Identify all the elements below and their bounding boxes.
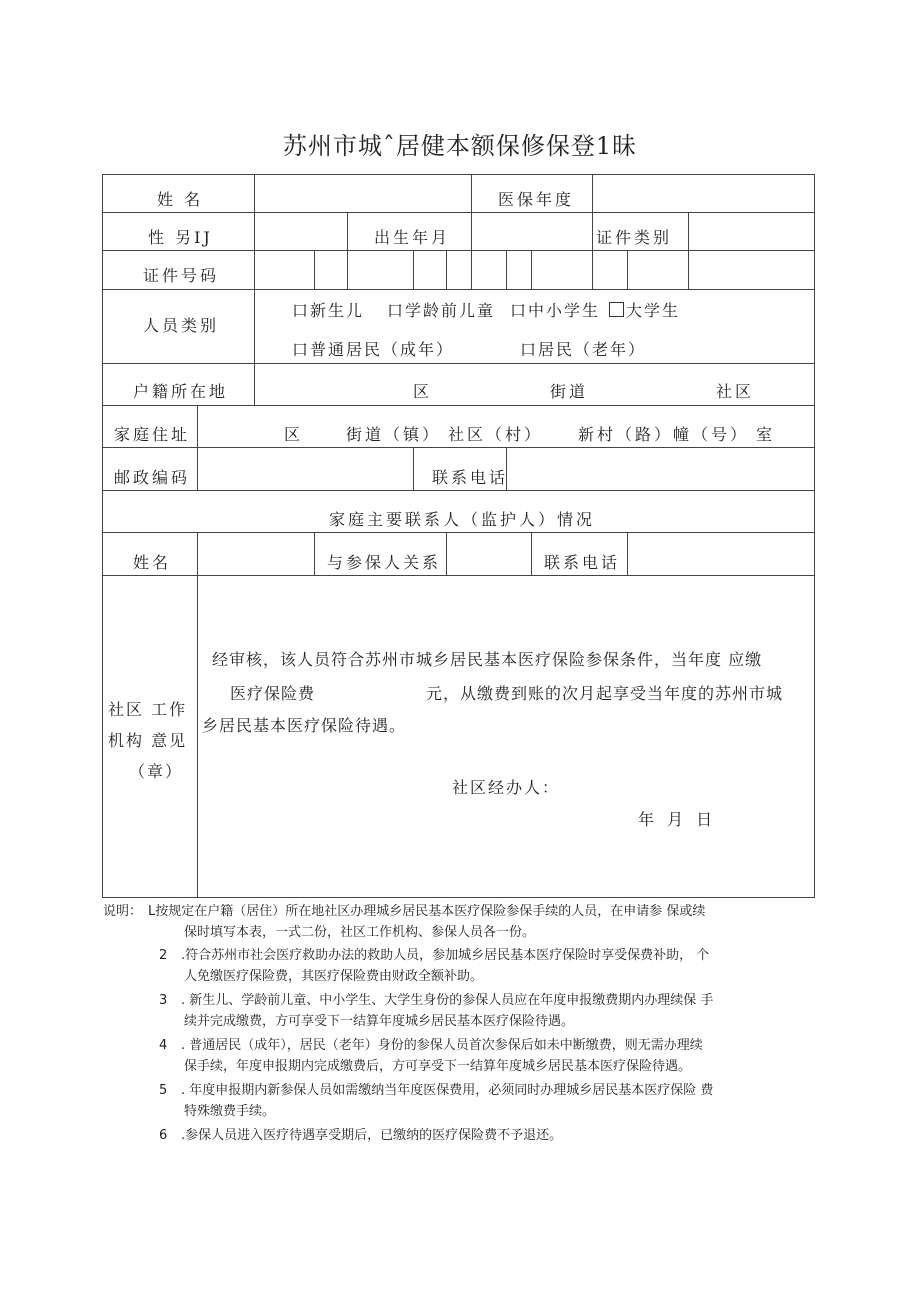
postcode-input[interactable] — [198, 448, 412, 489]
contact-name-label: 姓名 — [133, 553, 172, 572]
opinion-fee-label: 医疗保险费 — [230, 684, 316, 703]
id-number-input[interactable] — [255, 251, 813, 288]
note-3-line-1: . 新生儿、学龄前儿童、中小学生、大学生身份的参保人员应在年度申报缴费期内办理续保 手 — [181, 993, 714, 1008]
note-5-line-1: . 年度申报期内新参保人员如需缴纳当年度医保费用，必须同时办理城乡居民基本医疗保险 费 — [181, 1083, 714, 1098]
hukou-community-label: 社区 — [716, 382, 755, 401]
birth-date-input[interactable] — [472, 213, 591, 249]
gender-label: 性 另IJ — [148, 228, 213, 247]
note-6-line-1: .参保人员进入医疗待遇享受期后，已缴纳的医疗保险费不予退还。 — [181, 1128, 563, 1143]
note-2-line-2: 人免缴医疗保险费，其医疗保险费由财政全额补助。 — [184, 969, 484, 984]
insurance-year-input[interactable] — [593, 175, 813, 211]
contact-name-input[interactable] — [198, 533, 313, 574]
note-4-line-1: . 普通居民（成年），居民（老年）身份的参保人员首次参保后如未中断缴费，则无需办理续 — [181, 1038, 703, 1053]
id-type-input[interactable] — [689, 213, 813, 249]
gender-input[interactable] — [255, 213, 346, 249]
note-4-line-2: 保手续，年度申报期内完成缴费后，方可享受下一结算年度城乡居民基本医疗保险待遇。 — [184, 1059, 692, 1074]
relation-label: 与参保人关系 — [327, 553, 442, 572]
hukou-district-label: 区 — [413, 382, 433, 401]
note-3-line-2: 续并完成缴费，方可享受下一结算年度城乡居民基本医疗保险待遇。 — [184, 1014, 575, 1029]
address-district-label: 区 — [284, 425, 304, 444]
hukou-street-label: 街道 — [550, 382, 589, 401]
address-village-label: 新村（路）幢（号） — [578, 425, 750, 444]
category-elderly-option[interactable]: 口居民（老年） — [520, 340, 647, 359]
category-adult-option[interactable]: 口普通居民（成年） — [292, 340, 455, 359]
opinion-label-line-2: 机构 意见 — [108, 731, 188, 750]
phone-input[interactable] — [507, 448, 813, 489]
category-student-option[interactable]: 口中小学生 — [510, 301, 601, 320]
address-community-label: 社区（村） — [448, 425, 544, 444]
opinion-text-line-1: 经审核，该人员符合苏州市城乡居民基本医疗保险参保条件，当年度 应缴 — [212, 650, 763, 669]
contact-phone-label: 联系电话 — [544, 553, 621, 572]
notes-prefix: 说明： — [103, 904, 143, 919]
note-2-number: 2 — [159, 948, 168, 963]
relation-input[interactable] — [447, 533, 530, 574]
opinion-label-line-1: 社区 工作 — [108, 700, 188, 719]
address-label: 家庭住址 — [114, 425, 191, 444]
address-street-label: 街道（镇） — [346, 425, 442, 444]
insurance-year-label: 医保年度 — [498, 190, 575, 209]
id-type-label: 证件类别 — [596, 228, 673, 247]
category-college-label: 大学生 — [626, 301, 681, 320]
birth-date-label: 出生年月 — [374, 228, 451, 247]
category-college-option[interactable] — [609, 301, 680, 321]
note-4-number: 4 — [159, 1038, 168, 1053]
contact-phone-input[interactable] — [628, 533, 813, 574]
hukou-label: 户籍所在地 — [133, 382, 229, 401]
id-number-label: 证件号码 — [143, 266, 220, 285]
community-handler-label: 社区经办人： — [452, 778, 561, 797]
name-input[interactable] — [255, 175, 470, 211]
category-newborn-option[interactable]: 口新生儿 — [292, 301, 365, 320]
person-category-label: 人员类别 — [143, 316, 220, 335]
address-room-label: 室 — [756, 425, 776, 444]
note-5-line-2: 特殊缴费手续。 — [184, 1104, 276, 1119]
note-5-number: 5 — [159, 1083, 168, 1098]
form-title: 苏州市城ˆ居健本额保修保登1昧 — [282, 132, 638, 160]
note-1-line-2: 保时填写本表，一式二份，社区工作机构、参保人员各一份。 — [184, 925, 536, 940]
phone-label: 联系电话 — [432, 468, 509, 487]
opinion-seal-label: （章） — [129, 762, 184, 781]
sign-date-label: 年 月 日 — [638, 810, 717, 829]
name-label: 姓 名 — [157, 190, 204, 209]
note-2-line-1: .符合苏州市社会医疗救助办法的救助人员，参加城乡居民基本医疗保险时享受保费补助， 个 — [181, 948, 710, 963]
category-preschool-option[interactable]: 口学龄前儿童 — [387, 301, 496, 320]
opinion-text-line-2: 元，从缴费到账的次月起享受当年度的苏州市城 — [426, 684, 784, 703]
note-3-number: 3 — [159, 993, 168, 1008]
contact-section-title: 家庭主要联系人（监护人）情况 — [329, 510, 596, 529]
postcode-label: 邮政编码 — [114, 468, 191, 487]
note-6-number: 6 — [159, 1128, 168, 1143]
checkbox-icon — [609, 302, 624, 317]
note-1-line-1: L按规定在户籍（居住）所在地社区办理城乡居民基本医疗保险参保手续的人员，在申请参 保或续 — [148, 904, 706, 919]
opinion-text-line-3: 乡居民基本医疗保险待遇。 — [202, 716, 407, 735]
